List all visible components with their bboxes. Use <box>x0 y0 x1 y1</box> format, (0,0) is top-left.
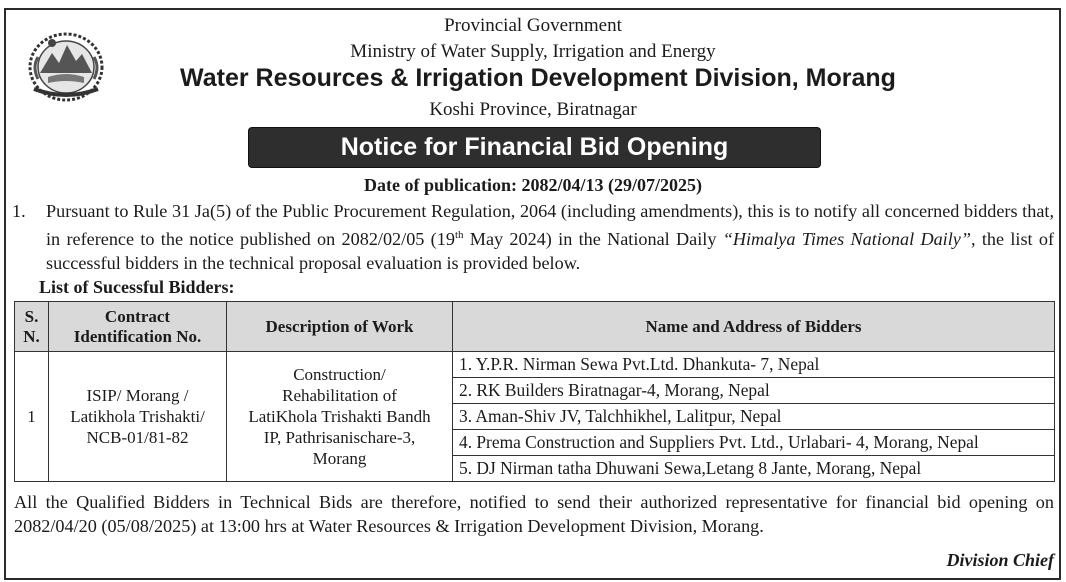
header-location: Koshi Province, Biratnagar <box>429 99 637 120</box>
cell-description: Construction/ Rehabilitation of LatiKhola Trishakti Bandh IP, Pathrisanischare-3, Morang <box>227 352 453 482</box>
publication-date-line <box>0 175 1066 196</box>
bidder-3: 3. Aman-Shiv JV, Talchhikhel, Lalitpur, Nepal <box>453 404 1055 430</box>
paragraph-text-a: Pursuant to Rule 31 Ja(5) of the Public Procurement Regulation, 2064 (including amendments), this is to notify all concerned bidders that, in reference to the notice published on 2082/02/05 (19 <box>46 201 1054 250</box>
bidder-2: 2. RK Builders Biratnagar-4, Morang, Nepal <box>453 378 1055 404</box>
header-office-title: Water Resources & Irrigation Development Division, Morang <box>180 64 896 92</box>
paragraph-text-b: May 2024) in the National Daily <box>463 229 723 250</box>
bidder-4: 4. Prema Construction and Suppliers Pvt. Ltd., Urlabari- 4, Morang, Nepal <box>453 430 1055 456</box>
cell-contract-id: ISIP/ Morang / Latikhola Trishakti/ NCB-01/81-82 <box>49 352 227 482</box>
header-description: Description of Work <box>227 302 453 352</box>
table-header-row <box>15 302 1055 352</box>
header-government: Provincial Government <box>444 15 622 36</box>
signatory: Division Chief <box>946 550 1054 570</box>
publication-label: Date of publication: <box>364 175 517 195</box>
newspaper-name: “Himalya Times National Daily” <box>722 229 971 250</box>
header-contract-id: Contract Identification No. <box>49 302 227 352</box>
paragraph-text-c: , the list of successful bidders in the technical proposal evaluation is provided below. <box>46 229 1055 274</box>
bidder-1: 1. Y.P.R. Nirman Sewa Pvt.Ltd. Dhankuta- 7, Nepal <box>453 352 1055 378</box>
header-ministry: Ministry of Water Supply, Irrigation and Energy <box>350 41 716 62</box>
table-row <box>15 352 1055 378</box>
bidder-5: 5. DJ Nirman tatha Dhuwani Sewa,Letang 8 Jante, Morang, Nepal <box>453 456 1055 482</box>
publication-date: 2082/04/13 (29/07/2025) <box>521 175 702 195</box>
cell-sn: 1 <box>15 352 49 482</box>
header-sn: S. N. <box>15 302 49 352</box>
paragraph-superscript: th <box>454 229 464 241</box>
bidders-table <box>14 301 1055 482</box>
header-bidders: Name and Address of Bidders <box>453 302 1055 352</box>
paragraph-body <box>46 199 1054 275</box>
notice-title-banner: Notice for Financial Bid Opening <box>249 128 820 167</box>
list-heading: List of Sucessful Bidders: <box>39 277 235 297</box>
closing-paragraph: All the Qualified Bidders in Technical Bids are therefore, notified to send their authorized representative for financial bid opening on 2082/04/20 (05/08/2025) at 13:00 hrs at Water Resources & Irrigation Development Division, Morang. <box>14 492 1054 536</box>
paragraph-number: 1. <box>12 201 26 221</box>
notice-paragraph-1 <box>12 199 1054 275</box>
